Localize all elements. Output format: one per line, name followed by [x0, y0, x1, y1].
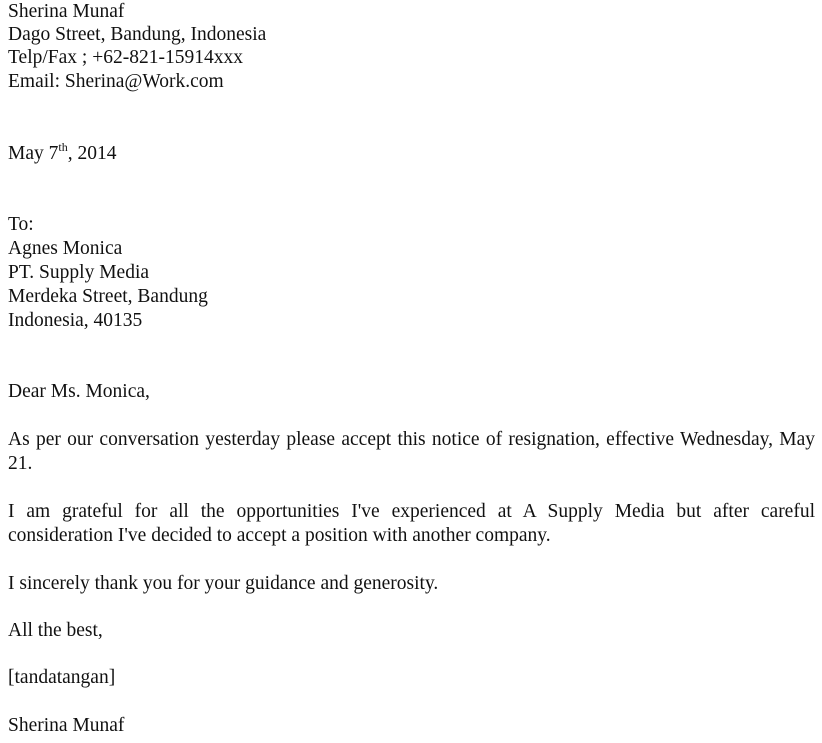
recipient-country-zip: Indonesia, 40135 — [8, 310, 143, 331]
sender-email: Email: Sherina@Work.com — [8, 71, 224, 92]
sender-telp-fax: Telp/Fax ; +62-821-15914xxx — [8, 47, 243, 68]
recipient-to-label: To: — [8, 214, 34, 235]
recipient-company: PT. Supply Media — [8, 262, 150, 283]
date-year: , 2014 — [67, 143, 117, 164]
signature-placeholder: [tandatangan] — [8, 667, 116, 688]
date-month-day: May 7 — [8, 143, 59, 164]
body-paragraph-2: I am grateful for all the opportunities I've experienced at A Supply Media but after careful consideration I've decided to accept a position with another company. — [8, 501, 815, 546]
sender-address: Dago Street, Bandung, Indonesia — [8, 24, 267, 45]
signer-name: Sherina Munaf — [8, 715, 125, 736]
sender-name: Sherina Munaf — [8, 1, 125, 22]
date-ordinal-suffix: th — [58, 140, 68, 154]
body-paragraph-3: I sincerely thank you for your guidance and generosity. — [8, 573, 439, 594]
body-paragraph-1: As per our conversation yesterday please accept this notice of resignation, effective Wednesday, May 21. — [8, 429, 815, 474]
salutation: Dear Ms. Monica, — [8, 381, 150, 402]
recipient-street: Merdeka Street, Bandung — [8, 286, 208, 307]
letter-date — [8, 142, 116, 167]
recipient-name: Agnes Monica — [8, 238, 123, 259]
closing: All the best, — [8, 620, 103, 641]
